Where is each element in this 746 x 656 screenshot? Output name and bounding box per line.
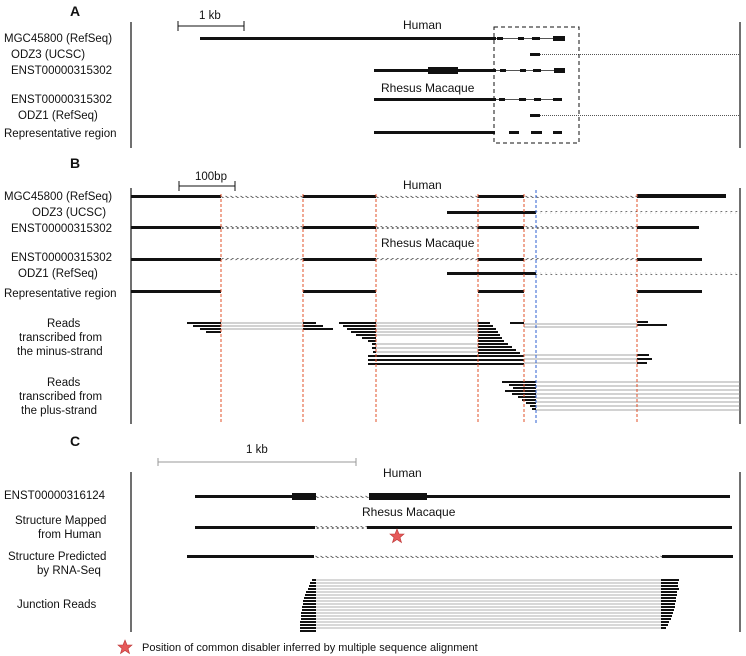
- panel-a-label-odz3: ODZ3 (UCSC): [11, 49, 86, 61]
- panel-b-minus-strand-reads: [187, 321, 667, 365]
- legend-star-icon: [118, 640, 132, 654]
- panel-a-track-odz3: [530, 53, 740, 56]
- panel-b-scale-label: 100bp: [195, 171, 227, 183]
- panel-c-label-mapped-2: from Human: [38, 529, 102, 541]
- panel-b-track-odz3: [447, 211, 740, 214]
- panel-b-label-minus-2: transcribed from: [19, 332, 103, 344]
- panel-b-label-plus-1: Reads: [47, 377, 81, 389]
- panel-a-label-odz1: ODZ1 (RefSeq): [18, 110, 98, 122]
- panel-c-species-macaque: Rhesus Macaque: [362, 505, 456, 519]
- panel-b-species-human: Human: [403, 178, 442, 192]
- panel-b-letter: B: [70, 155, 81, 171]
- panel-b-track-enst-human: [131, 226, 699, 229]
- panel-a-label-enst-macaque: ENST00000315302: [11, 94, 113, 106]
- panel-a-species-macaque: Rhesus Macaque: [381, 81, 475, 95]
- panel-b-label-enst-macaque: ENST00000315302: [11, 252, 113, 264]
- panel-a-track-odz1: [530, 114, 740, 117]
- panel-b-track-odz1: [447, 272, 740, 275]
- panel-b-plus-strand-reads: [502, 381, 740, 410]
- panel-c-scale-label: 1 kb: [246, 444, 268, 456]
- panel-c-label-enst: ENST00000316124: [4, 490, 106, 502]
- panel-c-track-enst: [195, 493, 730, 500]
- panel-c-label-mapped-1: Structure Mapped: [15, 515, 107, 527]
- panel-c-species-human: Human: [383, 466, 422, 480]
- panel-a-label-mgc: MGC45800 (RefSeq): [4, 33, 113, 45]
- panel-b-track-enst-macaque: [131, 258, 702, 261]
- panel-c-label-junc: Junction Reads: [17, 599, 97, 611]
- panel-a-track-enst-macaque: [374, 98, 562, 101]
- panel-c-label-pred-2: by RNA-Seq: [37, 565, 101, 577]
- panel-b-label-plus-3: the plus-strand: [21, 405, 98, 417]
- panel-b-label-enst-human: ENST00000315302: [11, 223, 113, 235]
- panel-b-label-odz3: ODZ3 (UCSC): [32, 207, 107, 219]
- disabler-star-icon: [390, 529, 404, 543]
- panel-b-label-minus-3: the minus-strand: [17, 346, 103, 358]
- panel-a-label-enst-human: ENST00000315302: [11, 65, 113, 77]
- panel-b-label-rep: Representative region: [4, 288, 117, 300]
- panel-c-letter: C: [70, 433, 81, 449]
- panel-c-track-predicted: [187, 555, 733, 558]
- panel-a-scale-label: 1 kb: [199, 10, 221, 22]
- panel-a-highlight-box: [494, 27, 579, 143]
- panel-a-track-rep: [374, 131, 562, 134]
- panel-b-species-macaque: Rhesus Macaque: [381, 236, 475, 250]
- panel-b-label-odz1: ODZ1 (RefSeq): [18, 268, 98, 280]
- panel-b-label-plus-2: transcribed from: [19, 391, 103, 403]
- panel-c-junction-reads: [300, 579, 679, 632]
- legend-text: Position of common disabler inferred by multiple sequence alignment: [142, 642, 478, 654]
- panel-a-track-enst-human: [374, 67, 565, 74]
- panel-a-species-human: Human: [403, 18, 442, 32]
- panel-b-label-minus-1: Reads: [47, 318, 81, 330]
- panel-a-scale-bar: [178, 21, 244, 31]
- panel-b-track-rep: [131, 290, 702, 293]
- panel-a-label-rep: Representative region: [4, 128, 117, 140]
- panel-a-letter: A: [70, 3, 81, 19]
- panel-b-label-mgc: MGC45800 (RefSeq): [4, 191, 113, 203]
- panel-c-scale-bar: [158, 458, 356, 466]
- panel-c-track-mapped: [195, 526, 732, 529]
- panel-c-label-pred-1: Structure Predicted: [8, 551, 107, 563]
- panel-a-track-mgc: [200, 36, 565, 41]
